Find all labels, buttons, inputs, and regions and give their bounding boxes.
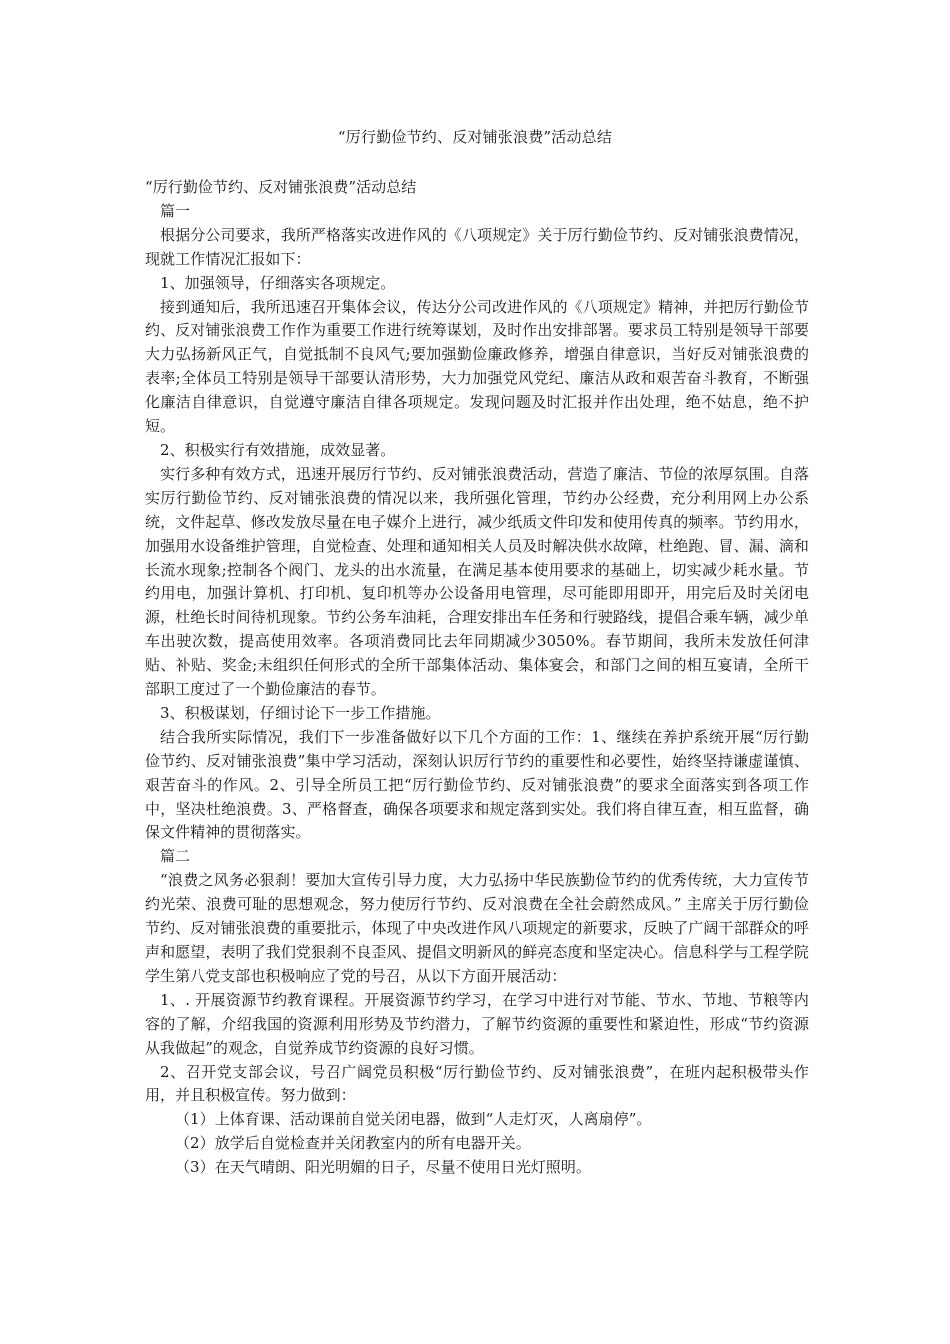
document-body <box>145 176 809 1180</box>
paragraph: 实行多种有效方式，迅速开展厉行节约、反对铺张浪费活动，营造了廉洁、节俭的浓厚氛围。自落实厉行勤俭节约、反对铺张浪费的情况以来，我所强化管理，节约办公经费，充分利用网上办公系统，文件起草、修改发放尽量在电子媒介上进行，减少纸质文件印发和使用传真的频率。节约用水，加强用水设备维护管理，自觉检查、处理和通知相关人员及时解决供水故障，杜绝跑、冒、漏、滴和长流水现象;控制各个阀门、龙头的出水流量，在满足基本使用要求的基础上，切实减少耗水量。节约用电，加强计算机、打印机、复印机等办公设备用电管理，尽可能即用即开，用完后及时关闭电源，杜绝长时间待机现象。节约公务车油耗，合理安排出车任务和行驶路线，提倡合乘车辆，减少单车出驶次数，提高使用效率。各项消费同比去年同期减少3050%。春节期间，我所未发放任何津贴、补贴、奖金;未组织任何形式的全所干部集体活动、集体宴会，和部门之间的相互宴请，全所干部职工度过了一个勤俭廉洁的春节。 <box>145 464 809 699</box>
paragraph: 结合我所实际情况，我们下一步准备做好以下几个方面的工作：1、继续在养护系统开展“厉行勤俭节约、反对铺张浪费”集中学习活动，深刻认识厉行节约的重要性和必要性，始终坚持谦虚谨慎、艰苦奋斗的作风。2、引导全所员工把“厉行勤俭节约、反对铺张浪费”的要求全面落实到各项工作中，坚决杜绝浪费。3、严格督查，确保各项要求和规定落到实处。我们将自律互查，相互监督，确保文件精神的贯彻落实。 <box>145 727 809 842</box>
list-item: （3）在天气晴朗、阳光明媚的日子，尽量不使用日光灯照明。 <box>175 1158 591 1177</box>
list-item: （2）放学后自觉检查并关闭教室内的所有电器开关。 <box>175 1134 531 1153</box>
paragraph: 2、召开党支部会议，号召广阔党员积极“厉行勤俭节约、反对铺张浪费”，在班内起积极带头作用，并且积极宣传。努力做到： <box>145 1062 809 1105</box>
section-label: 篇二 <box>160 847 191 866</box>
section-heading: 1、加强领导，仔细落实各项规定。 <box>160 273 396 292</box>
paragraph: 1、. 开展资源节约教育课程。开展资源节约学习，在学习中进行对节能、节水、节地、节粮等内容的了解，介绍我国的资源利用形势及节约潜力，了解节约资源的重要性和紧迫性，形成“节约资源从我做起”的观念，自觉养成节约资源的良好习惯。 <box>145 990 809 1057</box>
section-heading: 3、积极谋划，仔细讨论下一步工作措施。 <box>160 703 441 722</box>
page-title: “厉行勤俭节约、反对铺张浪费”活动总结 <box>337 128 613 146</box>
paragraph: “浪费之风务必狠刹！要加大宣传引导力度，大力弘扬中华民族勤俭节约的优秀传统，大力宣传节约光荣、浪费可耻的思想观念，努力使厉行节约、反对浪费在全社会蔚然成风。” 主席关于厉行勤俭节约、反对铺张浪费的重要批示，体现了中央改进作风八项规定的新要求，反映了广阔干部群众的呼声和愿望，表明了我们党狠刹不良歪风、提倡文明新风的鲜亮态度和坚定决心。信息科学与工程学院学生第八党支部也积极响应了党的号召，从以下方面开展活动： <box>145 871 809 985</box>
section-label: 篇一 <box>160 201 191 220</box>
paragraph: 接到通知后，我所迅速召开集体会议，传达分公司改进作风的《八项规定》精神，并把厉行勤俭节约、反对铺张浪费工作作为重要工作进行统筹谋划，及时作出安排部署。要求员工特别是领导干部要大力弘扬新风正气，自觉抵制不良风气;要加强勤俭廉政修养，增强自律意识，当好反对铺张浪费的表率;全体员工特别是领导干部要认清形势，大力加强党风党纪、廉洁从政和艰苦奋斗教育，不断强化廉洁自律意识，自觉遵守廉洁自律各项规定。发现问题及时汇报并作出处理，绝不姑息，绝不护短。 <box>145 297 809 436</box>
paragraph: 根据分公司要求，我所严格落实改进作风的《八项规定》关于厉行勤俭节约、反对铺张浪费情况，现就工作情况汇报如下： <box>145 225 809 268</box>
section-heading: 2、积极实行有效措施，成效显著。 <box>160 440 396 459</box>
list-item: （1）上体育课、活动课前自觉关闭电器，做到“人走灯灭，人离扇停”。 <box>175 1110 652 1129</box>
document-subtitle: “厉行勤俭节约、反对铺张浪费”活动总结 <box>145 178 417 196</box>
